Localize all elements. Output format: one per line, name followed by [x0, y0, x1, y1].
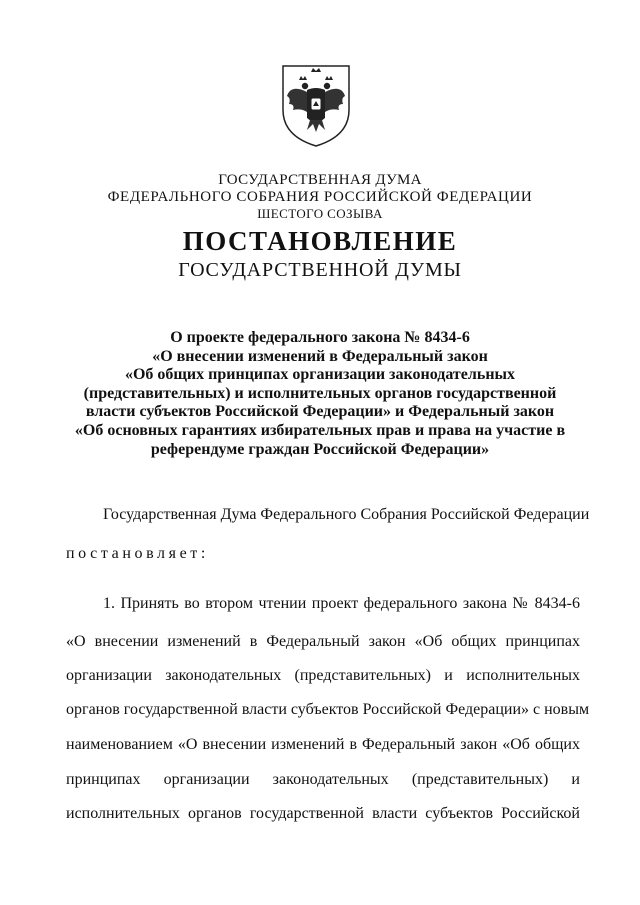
subject-line: О проекте федерального закона № 8434-6: [170, 329, 470, 346]
subject-line: «О внесении изменений в Федеральный закон: [152, 347, 488, 365]
document-subtitle: ГОСУДАРСТВЕННОЙ ДУМЫ: [178, 259, 462, 281]
subject-line: «Об общих принципах организации законодательных: [124, 366, 516, 384]
document-title: ПОСТАНОВЛЕНИЕ: [182, 226, 458, 256]
subject-line: власти субъектов Российской Федерации» и Федеральный закон: [85, 403, 555, 421]
item-1-line: 1. Принять во втором чтении проект федерального закона № 8434-6: [103, 595, 580, 612]
item-1-line: «О внесении изменений в Федеральный закон «Об общих принципах: [66, 633, 580, 650]
org-line-1: ГОСУДАРСТВЕННАЯ ДУМА: [218, 172, 422, 188]
item-1-line: принципах организации законодательных (представительных) и: [66, 771, 580, 788]
convocation-line: ШЕСТОГО СОЗЫВА: [257, 206, 383, 221]
org-line-2: ФЕДЕРАЛЬНОГО СОБРАНИЯ РОССИЙСКОЙ ФЕДЕРАЦИИ: [107, 189, 533, 205]
subject-line: референдуме граждан Российской Федерации»: [150, 440, 490, 458]
subject-line: (представительных) и исполнительных органов государственной: [83, 384, 557, 402]
subject-line: «Об основных гарантиях избирательных прав и права на участие в: [74, 421, 566, 439]
item-1-line: исполнительных органов государственной власти субъектов Российской: [66, 805, 580, 822]
item-1-line: органов государственной власти субъектов Российской Федерации» с новым: [66, 701, 590, 718]
resolves-word: постановляет:: [66, 545, 209, 562]
item-1-line: организации законодательных (представительных) и исполнительных: [66, 667, 580, 684]
subject-block: [0, 329, 640, 459]
russian-coat-of-arms-icon: [277, 62, 355, 148]
intro-paragraph: Государственная Дума Федерального Собрания Российской Федерации: [103, 506, 590, 523]
item-1-line: наименованием «О внесении изменений в Федеральный закон «Об общих: [66, 736, 580, 753]
